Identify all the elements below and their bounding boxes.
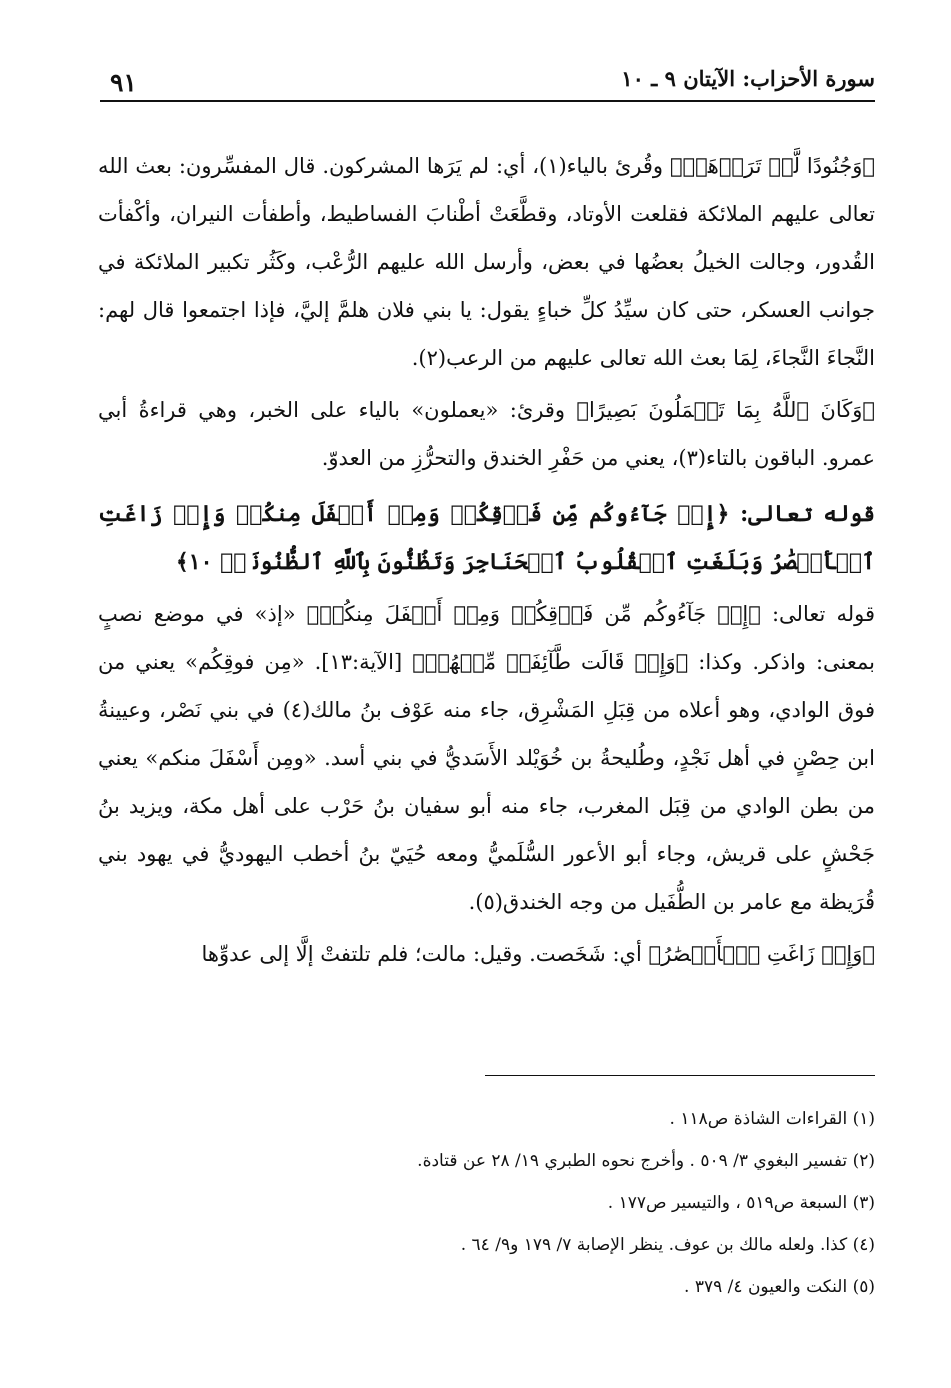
running-header xyxy=(100,62,875,102)
verse-heading: قوله تعالى: ﴿إِذۡ جَآءُوكُم مِّن فَوۡقِكُمۡ وَمِنۡ أَسۡفَلَ مِنكُمۡ وَإِذۡ زَاغَتِ ٱلۡأَبۡصَٰرُ وَبَلَغَتِ ٱلۡقُلُوبُ ٱلۡحَنَاجِرَ وَتَظُنُّونَ بِٱللَّهِ ٱلظُّنُونَا۠ ١٠﴾ xyxy=(98,501,875,575)
paragraph: قوله تعالى: ﴿إِذۡ جَآءُوكُم مِّن فَوۡقِكُمۡ وَمِنۡ أَسۡفَلَ مِنكُمۡ﴾ «إذ» في موضع نصبٍ بمعنى: واذكر. وكذا: ﴿وَإِذۡ قَالَت طَّآئِفَةٞ مِّنۡهُمۡ﴾ [الآية:١٣]. «مِن فوقِكُم» يعني من فوق الوادي، وهو أعلاه من قِبَلِ المَشْرِق، جاء منه عَوْف بنُ مالك(٤) في بني نَصْر، وعيينةُ ابن حِصْنٍ في أهل نَجْدٍ، وطُليحةُ بن خُوَيْلد الأَسَديُّ في بني أسد. «ومِن أَسْفَلَ منكم» يعني من بطن الوادي من قِبَل المغرب، جاء منه أبو سفيان بنُ حَرْب على أهل مكة، ويزيد بنُ جَحْشٍ على قريش، وجاء أبو الأعور السُّلَميُّ ومعه حُيَيّ بنُ أخطب اليهوديُّ في يهود بني قُرَيظة مع عامر بن الطُّفَيل من وجه الخندق(٥). xyxy=(98,602,875,914)
paragraph: ﴿وَإِذۡ زَاغَتِ ٱلۡأَبۡصَٰرُ﴾ أي: شَخَصت. وقيل: مالت؛ فلم تلتفتْ إلَّا إلى عدوِّها xyxy=(201,942,875,966)
footnote: (٥) النكت والعيون ٤/ ٣٧٩ . xyxy=(684,1277,875,1297)
footnote: (١) القراءات الشاذة ص١١٨ . xyxy=(669,1109,875,1129)
main-text xyxy=(98,142,875,978)
footnote-separator xyxy=(485,1075,875,1076)
footnote: (٤) كذا. ولعله مالك بن عوف. ينظر الإصابة ٧/ ١٧٩ و٩/ ٦٤ . xyxy=(460,1235,875,1255)
footnote: (٢) تفسير البغوي ٣/ ٥٠٩ . وأخرج نحوه الطبري ١٩/ ٢٨ عن قتادة. xyxy=(417,1151,875,1171)
header-title: سورة الأحزاب: الآيتان ٩ ـ ١٠ xyxy=(621,66,875,91)
page-number: ٩١ xyxy=(110,68,137,97)
paragraph: ﴿وَجُنُودًا لَّمۡ تَرَوۡهَاۚ﴾ وقُرئ بالياء(١)، أي: لم يَرَها المشركون. قال المفسِّرون: بعث الله تعالى عليهم الملائكة فقلعت الأوتاد، وقطَّعَتْ أطْنابَ الفساطيط، وأطفأت النيران، وأكْفأت القُدور، وجالت الخيلُ بعضُها في بعض، وأرسل الله عليهم الرُّعْب، وكَثُر تكبير الملائكة في جوانب العسكر، حتى كان سيِّدُ كلِّ خباءٍ يقول: يا بني فلان هلمَّ إليَّ، فإذا اجتمعوا قال لهم: النَّجاءَ النَّجاءَ، لِمَا بعث الله تعالى عليهم من الرعب(٢). xyxy=(98,154,875,370)
paragraph: ﴿وَكَانَ ٱللَّهُ بِمَا تَعۡمَلُونَ بَصِيرًا﴾ وقرئ: «يعملون» بالياء على الخبر، وهي قراءةُ أبي عمرو. الباقون بالتاء(٣)، يعني من حَفْرِ الخندق والتحرُّزِ من العدوّ. xyxy=(98,398,875,470)
footnotes xyxy=(315,1098,875,1308)
footnote: (٣) السبعة ص٥١٩ ، والتيسير ص١٧٧ . xyxy=(607,1193,875,1213)
